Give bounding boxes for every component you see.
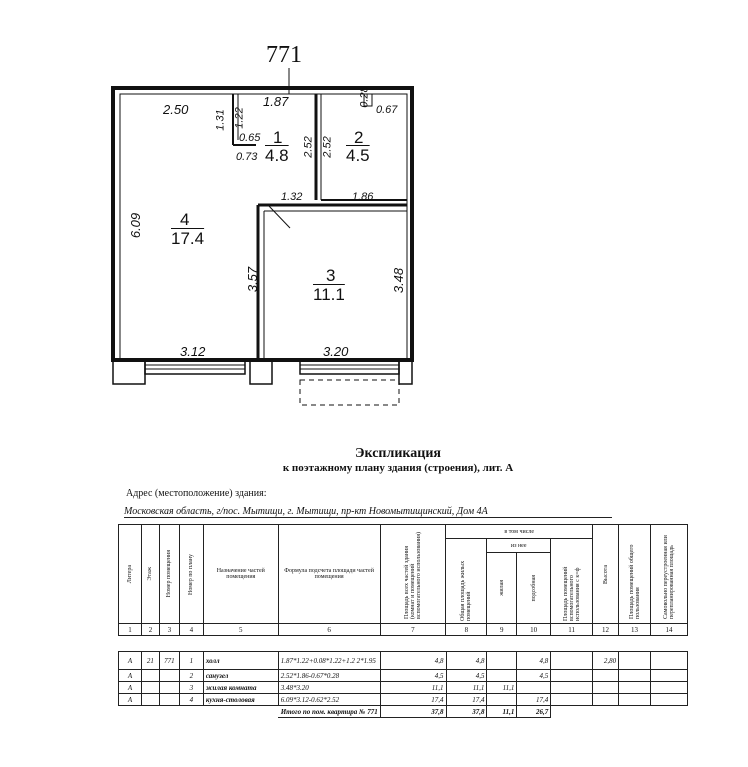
- cell-height: [593, 694, 619, 706]
- dim-252-a: 2.52: [302, 136, 315, 158]
- col-num: 9: [487, 624, 517, 636]
- cell-formula: 3.48*3.20: [278, 682, 380, 694]
- cell-area: 17,4: [380, 694, 446, 706]
- dim-348: 3.48: [391, 267, 407, 294]
- explication-subtitle: к поэтажному плану здания (строения), лит. А: [282, 462, 514, 474]
- total-total: 37,8: [446, 706, 487, 718]
- address-value: Московская область, г/пос. Мытищи, г. Мытищи, пр-кт Новомытищинский, Дом 4А: [124, 506, 612, 518]
- dim-122: 1.22: [233, 107, 246, 129]
- cell-total: 11,1: [446, 682, 487, 694]
- explication-title: Экспликация: [355, 446, 441, 461]
- window-band-right: [300, 360, 399, 374]
- cell-plan: 4: [179, 694, 203, 706]
- explication-header-table: [118, 524, 688, 636]
- room-2-area: 4.5: [346, 146, 370, 165]
- header-purpose: Назначение частей помещения: [203, 525, 278, 624]
- col-num: 12: [593, 624, 619, 636]
- cell-plan: 1: [179, 652, 203, 670]
- dim-609: 6.09: [128, 212, 144, 239]
- cell-floor: [141, 682, 159, 694]
- table-row: [119, 652, 688, 670]
- room-1-number: 1: [273, 128, 283, 147]
- header-liter: Литера: [126, 564, 133, 584]
- room-3-number: 3: [326, 266, 336, 285]
- total-living: 11,1: [487, 706, 517, 718]
- col-num: 8: [446, 624, 487, 636]
- cell-floor: [141, 694, 159, 706]
- cell-liter: А: [119, 694, 142, 706]
- header-floor: Этаж: [147, 567, 154, 581]
- dim-312: 3.12: [180, 344, 206, 359]
- dim-028: 0.28: [358, 86, 371, 108]
- cell-aux: [517, 682, 551, 694]
- dim-132: 1.32: [281, 191, 303, 203]
- total-aux: 26,7: [517, 706, 551, 718]
- room-4-area: 17.4: [171, 229, 205, 248]
- table-row: [119, 670, 688, 682]
- header-height: Высота: [602, 564, 609, 584]
- apartment-number: 771: [266, 42, 302, 68]
- cell-total: 17,4: [446, 694, 487, 706]
- cell-formula: 2.52*1.86-0.67*0.28: [278, 670, 380, 682]
- col-num: 14: [650, 624, 687, 636]
- col-num: 4: [179, 624, 203, 636]
- dim-252-b: 2.52: [321, 136, 334, 158]
- cell-purpose: санузел: [203, 670, 278, 682]
- cell-living: 11,1: [487, 682, 517, 694]
- table-row: [119, 694, 688, 706]
- col-num: 10: [517, 624, 551, 636]
- cell-living: [487, 670, 517, 682]
- outer-wall: [113, 88, 412, 360]
- cell-liter: А: [119, 670, 142, 682]
- table-row: [119, 682, 688, 694]
- cell-height: [593, 670, 619, 682]
- cell-living: [487, 652, 517, 670]
- cell-area: 4,5: [380, 670, 446, 682]
- cell-plan: 2: [179, 670, 203, 682]
- dim-065: 0.65: [239, 132, 261, 144]
- cell-floor: 21: [141, 652, 159, 670]
- dim-320: 3.20: [323, 344, 349, 359]
- room-1-area: 4.8: [265, 146, 289, 165]
- cell-total: 4,8: [446, 652, 487, 670]
- cell-room: [159, 694, 179, 706]
- header-unauthorized: Самовольно переустроенная или перепланированная площадь: [662, 535, 675, 619]
- cell-aux: 17,4: [517, 694, 551, 706]
- total-row: [119, 706, 688, 718]
- col-num: 6: [278, 624, 380, 636]
- cell-plan: 3: [179, 682, 203, 694]
- header-sub: из нее: [487, 539, 551, 553]
- col-num: 5: [203, 624, 278, 636]
- dim-131: 1.31: [214, 109, 227, 131]
- cell-height: [593, 682, 619, 694]
- cell-height: 2,80: [593, 652, 619, 670]
- cell-purpose: жилая комната: [203, 682, 278, 694]
- total-label: Итого по пом. квартира № 771: [278, 706, 380, 718]
- cell-floor: [141, 670, 159, 682]
- cell-aux: 4,5: [517, 670, 551, 682]
- window-band-left: [145, 360, 245, 374]
- cell-area: 4,8: [380, 652, 446, 670]
- cell-liter: А: [119, 652, 142, 670]
- cell-room: [159, 682, 179, 694]
- room-3-area: 11.1: [313, 285, 345, 304]
- cell-area: 11,1: [380, 682, 446, 694]
- col-num: 3: [159, 624, 179, 636]
- dim-250: 2.50: [163, 102, 189, 117]
- col-num: 1: [119, 624, 142, 636]
- header-plan-number: Номер по плану: [188, 553, 195, 595]
- header-room: Номер помещения: [166, 550, 173, 598]
- balcony-outline: [300, 380, 399, 405]
- col-num: 2: [141, 624, 159, 636]
- header-common: Площадь помещений общего пользования: [628, 544, 641, 619]
- explication-data-table: [118, 651, 688, 718]
- room-2-number: 2: [354, 128, 364, 147]
- cell-living: [487, 694, 517, 706]
- cell-formula: 6.09*3.12-0.62*2.52: [278, 694, 380, 706]
- header-area-all: Площадь всех частей здания (комнат и помещений вспомогательного использования): [403, 531, 422, 619]
- cell-formula: 1.87*1.22+0.08*1.22+1.2 2*1.95: [278, 652, 380, 670]
- cell-liter: А: [119, 682, 142, 694]
- col-num: 7: [380, 624, 446, 636]
- dim-187: 1.87: [263, 94, 289, 109]
- address-label: Адрес (местоположение) здания:: [126, 488, 267, 499]
- room-4-number: 4: [180, 210, 190, 229]
- cell-room: [159, 670, 179, 682]
- col-num: 11: [551, 624, 593, 636]
- cell-aux: 4,8: [517, 652, 551, 670]
- header-auxiliary: Площадь помещений вспомогательного использования с к=ф: [562, 566, 581, 621]
- header-group: в том числе: [446, 525, 593, 539]
- cell-total: 4,5: [446, 670, 487, 682]
- dim-073: 0.73: [236, 151, 258, 163]
- col-num: 13: [619, 624, 651, 636]
- cell-purpose: холл: [203, 652, 278, 670]
- dim-357: 3.57: [245, 266, 261, 293]
- header-utility: подсобная: [530, 574, 537, 602]
- dim-067: 0.67: [376, 104, 398, 116]
- total-area: 37,8: [380, 706, 446, 718]
- header-formula: Формула подсчета площади частей помещения: [278, 525, 380, 624]
- dim-186: 1.86: [352, 191, 374, 203]
- header-total-living: Общая площадь жилых помещений: [460, 560, 473, 621]
- cell-room: 771: [159, 652, 179, 670]
- cell-purpose: кухня-столовая: [203, 694, 278, 706]
- header-living: жилая: [498, 580, 505, 596]
